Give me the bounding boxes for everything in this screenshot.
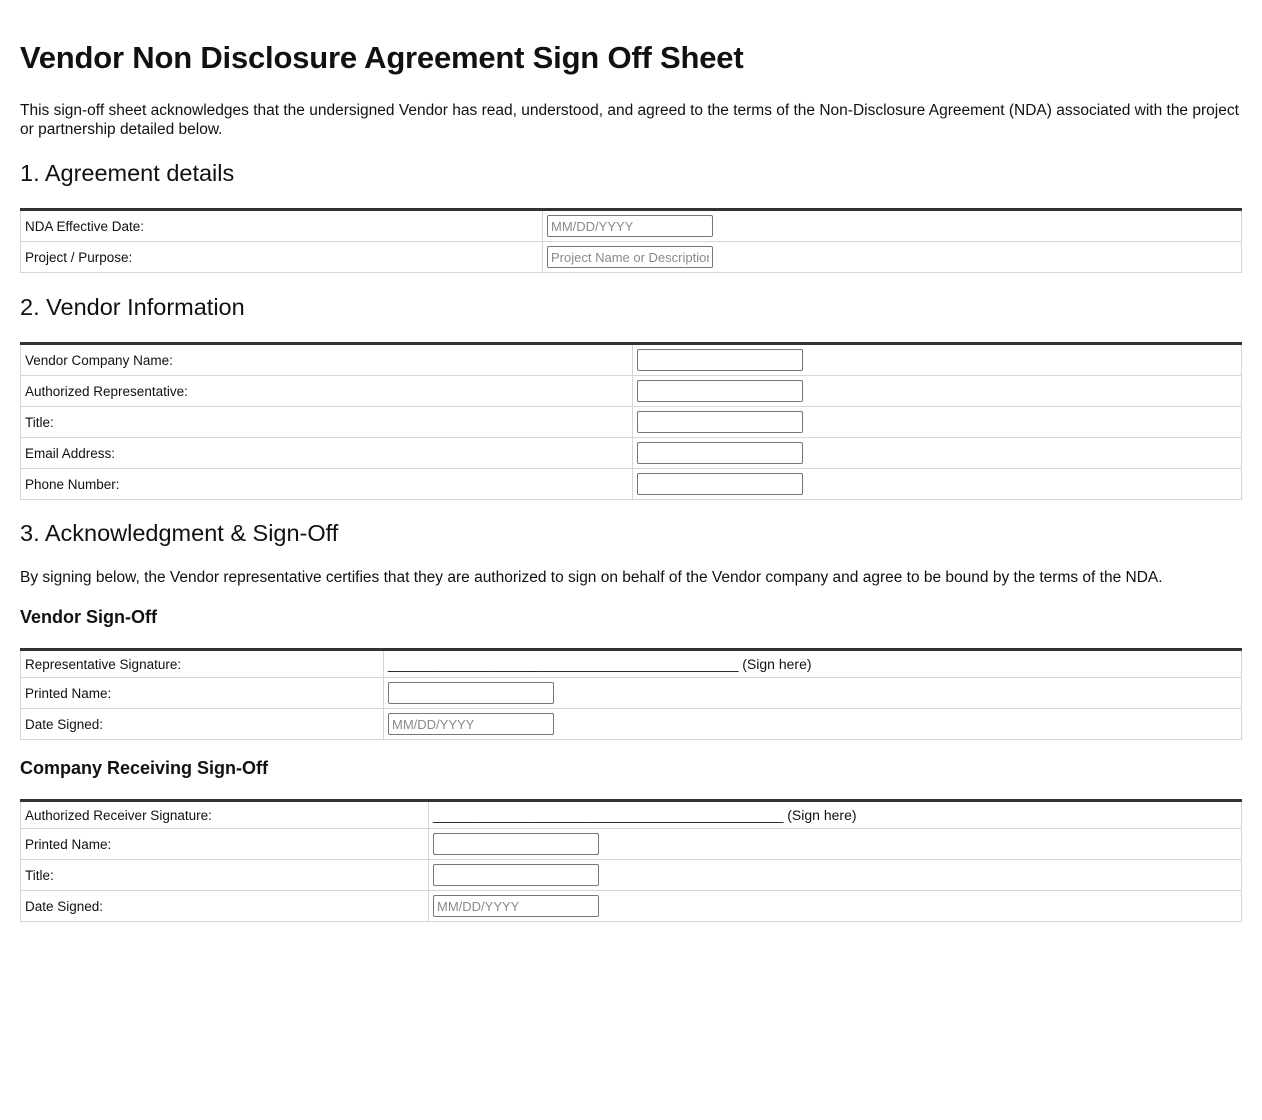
table-row (21, 891, 1242, 922)
vendor-company-name-label: Vendor Company Name: (21, 344, 633, 376)
vendor-date-signed-label: Date Signed: (21, 709, 384, 740)
phone-number-label: Phone Number: (21, 469, 633, 500)
intro-paragraph: This sign-off sheet acknowledges that the undersigned Vendor has read, understood, and agreed to the terms of the Non-Disclosure Agreement (NDA) associated with the project or partnership detailed below. (20, 102, 1239, 138)
table-row (21, 709, 1242, 740)
nda-effective-date-label: NDA Effective Date: (21, 210, 543, 242)
authorized-representative-input[interactable] (637, 380, 803, 402)
authorized-representative-label: Authorized Representative: (21, 376, 633, 407)
representative-signature-label: Representative Signature: (21, 650, 384, 678)
authorized-receiver-signature-label: Authorized Receiver Signature: (21, 801, 429, 829)
section-heading-agreement-details: 1. Agreement details (20, 160, 235, 186)
company-title-input[interactable] (433, 864, 599, 886)
vendor-date-signed-input[interactable] (388, 713, 554, 735)
vendor-title-label: Title: (21, 407, 633, 438)
company-sign-off-table (20, 799, 1242, 922)
table-row (21, 469, 1242, 500)
representative-signature-line[interactable]: _____________________________________________ (Sign here) (384, 650, 1242, 678)
email-address-label: Email Address: (21, 438, 633, 469)
phone-number-input[interactable] (637, 473, 803, 495)
vendor-sign-off-table (20, 648, 1242, 740)
table-row (21, 344, 1242, 376)
table-row (21, 678, 1242, 709)
company-printed-name-label: Printed Name: (21, 829, 429, 860)
authorized-receiver-signature-line[interactable]: _____________________________________________ (Sign here) (429, 801, 1242, 829)
table-row (21, 242, 1242, 273)
project-purpose-label: Project / Purpose: (21, 242, 543, 273)
table-row (21, 438, 1242, 469)
vendor-company-name-input[interactable] (637, 349, 803, 371)
vendor-information-table (20, 342, 1242, 500)
table-row (21, 829, 1242, 860)
vendor-printed-name-label: Printed Name: (21, 678, 384, 709)
vendor-printed-name-input[interactable] (388, 682, 554, 704)
table-row (21, 210, 1242, 242)
section-heading-acknowledgment: 3. Acknowledgment & Sign-Off (20, 520, 339, 546)
page-title: Vendor Non Disclosure Agreement Sign Off Sheet (20, 40, 744, 75)
section-heading-vendor-information: 2. Vendor Information (20, 294, 245, 320)
table-row (21, 860, 1242, 891)
nda-effective-date-input[interactable] (547, 215, 713, 237)
vendor-title-input[interactable] (637, 411, 803, 433)
company-date-signed-label: Date Signed: (21, 891, 429, 922)
table-row (21, 407, 1242, 438)
company-printed-name-input[interactable] (433, 833, 599, 855)
company-title-label: Title: (21, 860, 429, 891)
email-address-input[interactable] (637, 442, 803, 464)
table-row (21, 376, 1242, 407)
table-row (21, 801, 1242, 829)
acknowledgment-paragraph: By signing below, the Vendor representative certifies that they are authorized to sign on behalf of the Vendor company and agree to be bound by the terms of the NDA. (20, 569, 1163, 586)
agreement-details-table (20, 208, 1242, 273)
vendor-sign-off-heading: Vendor Sign-Off (20, 607, 157, 627)
project-purpose-input[interactable] (547, 246, 713, 268)
table-row (21, 650, 1242, 678)
company-date-signed-input[interactable] (433, 895, 599, 917)
company-receiving-sign-off-heading: Company Receiving Sign-Off (20, 758, 269, 778)
